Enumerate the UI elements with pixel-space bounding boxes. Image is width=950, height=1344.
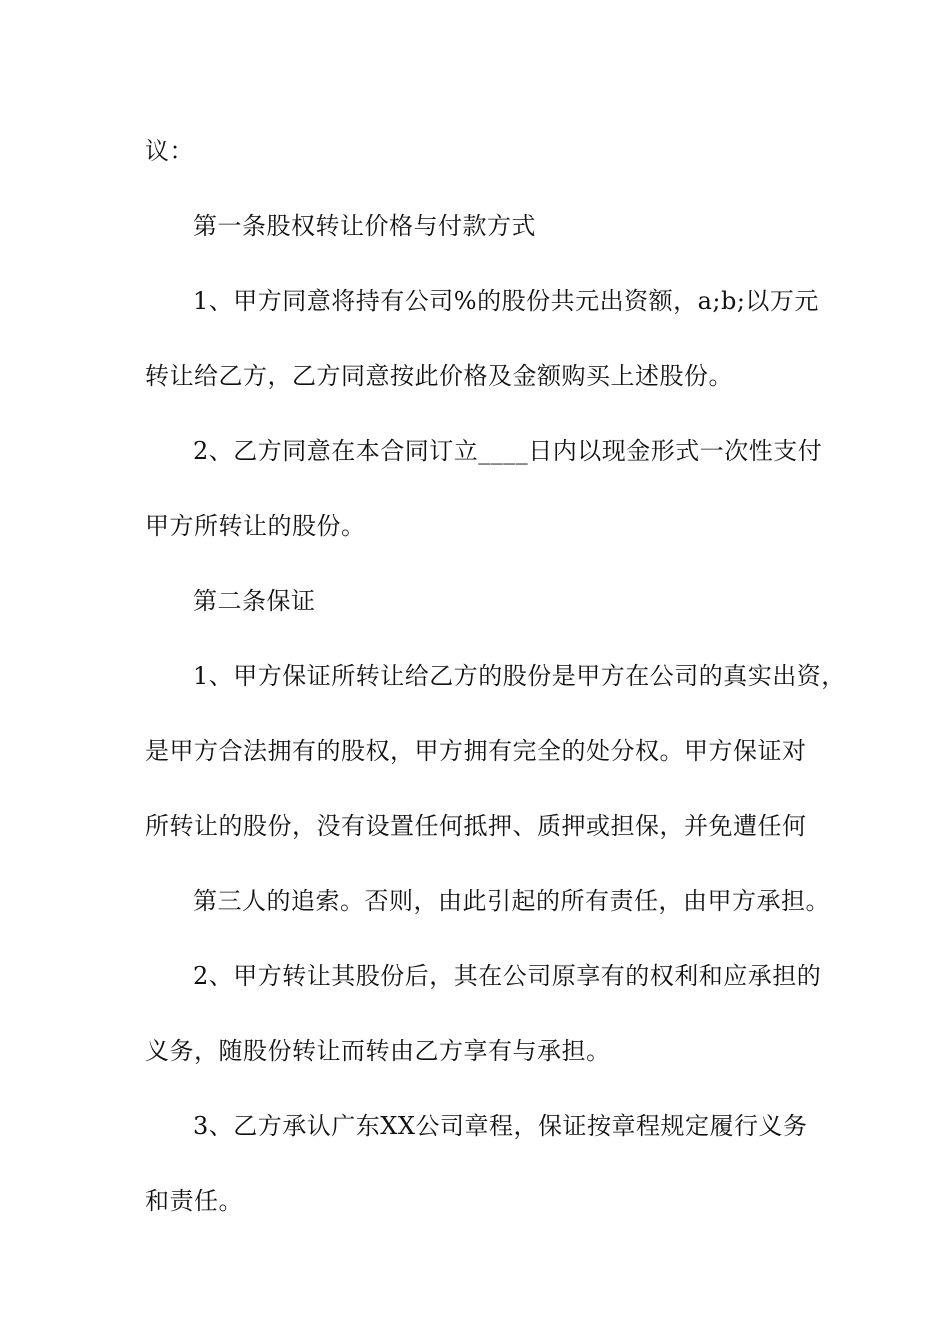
text-line: 2、甲方转让其股份后，其在公司原享有的权利和应承担的 [193,962,822,990]
article-2-heading: 第二条保证 [193,587,316,615]
text-line: 和责任。 [145,1187,243,1215]
text-line: 1、甲方保证所转让给乙方的股份是甲方在公司的真实出资， [193,662,846,690]
text-line: 义务，随股份转让而转由乙方享有与承担。 [145,1037,611,1065]
text-line: 3、乙方承认广东XX公司章程，保证按章程规定履行义务 [193,1112,808,1140]
article-1-heading: 第一条股权转让价格与付款方式 [193,212,536,240]
text-line: 转让给乙方，乙方同意按此价格及金额购买上述股份。 [145,362,733,390]
text-line: 甲方所转让的股份。 [145,512,366,540]
text-line: 所转让的股份，没有设置任何抵押、质押或担保，并免遭任何 [145,812,807,840]
text-line: 第三人的追索。否则，由此引起的所有责任，由甲方承担。 [193,887,830,915]
text-line: 2、乙方同意在本合同订立____日内以现金形式一次性支付 [193,437,823,465]
text-line: 议： [145,137,194,165]
text-line: 是甲方合法拥有的股权，甲方拥有完全的处分权。甲方保证对 [145,737,807,765]
text-line: 1、甲方同意将持有公司%的股份共元出资额，a;b;以万元 [193,287,819,315]
